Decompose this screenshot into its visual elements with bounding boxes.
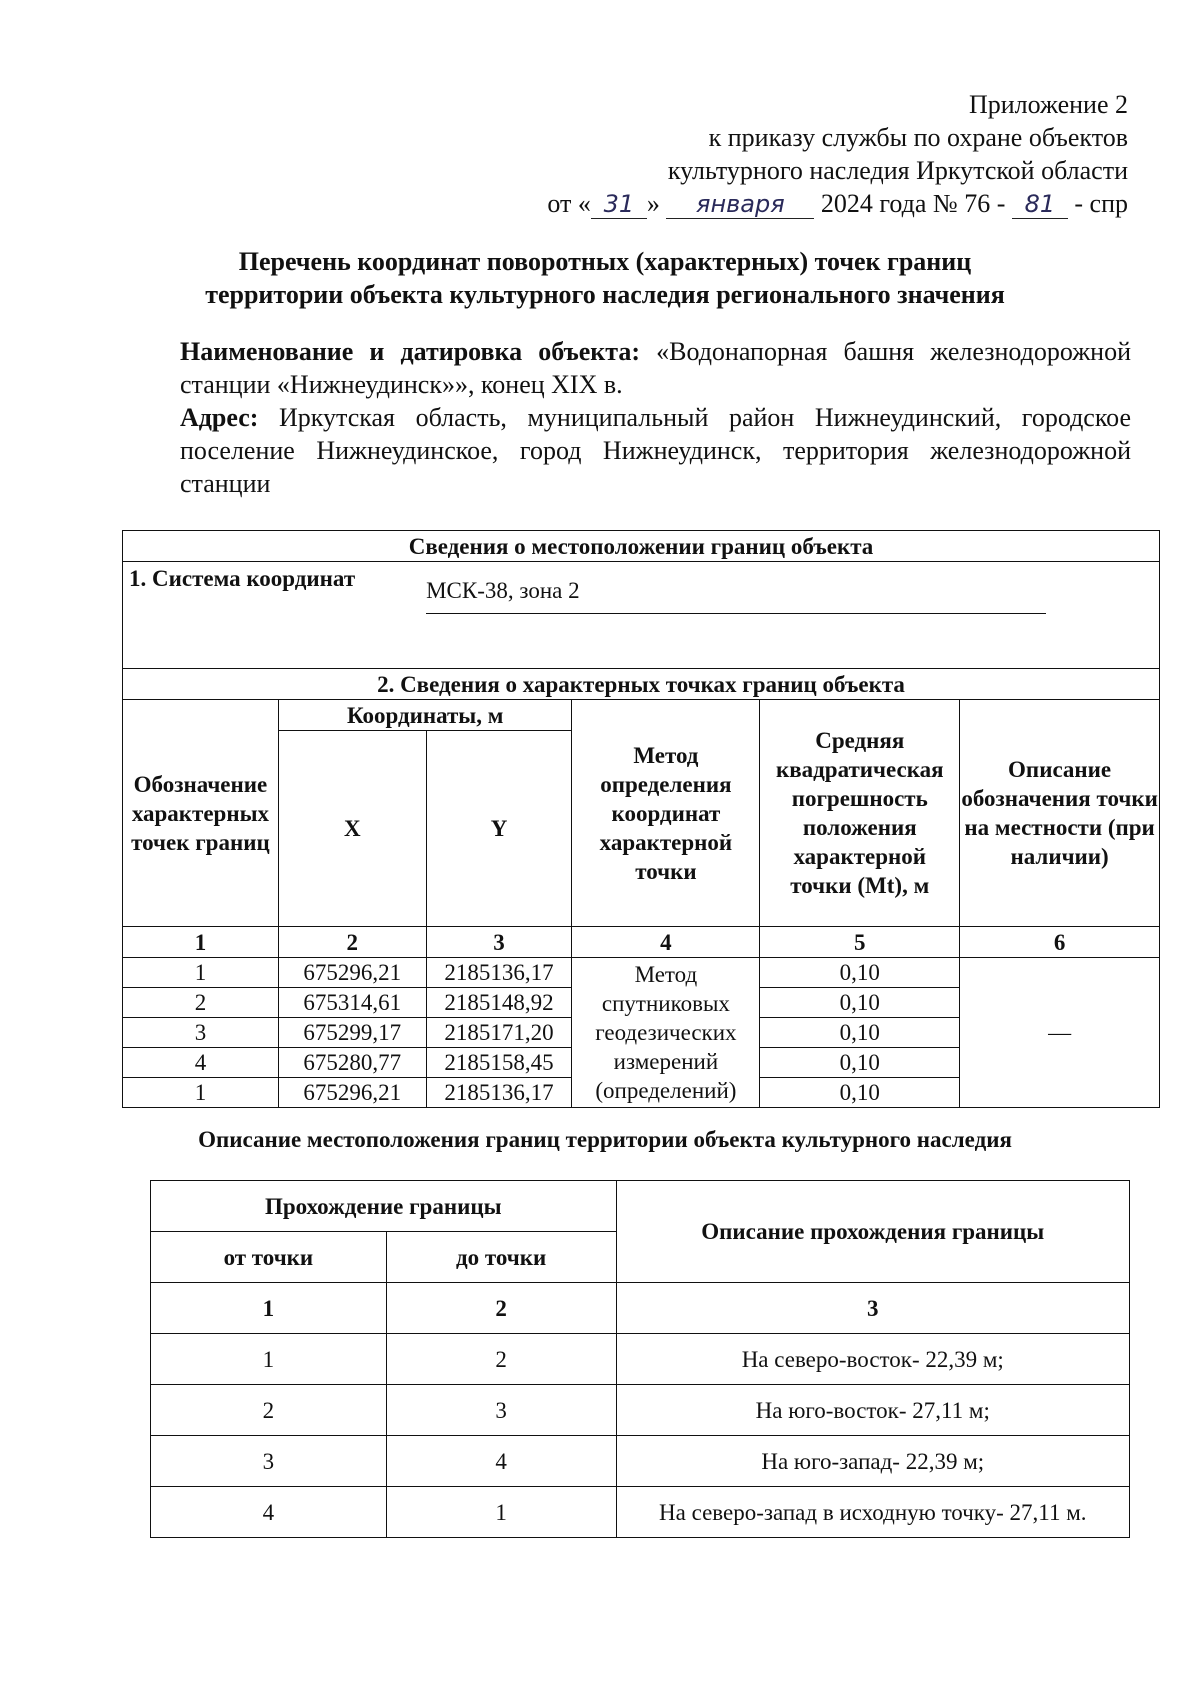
from-cell: 3 <box>151 1436 387 1487</box>
point-cell: 1 <box>123 958 279 988</box>
col-header-method: Метод определения координат характерной точки <box>572 700 760 927</box>
x-cell: 675299,17 <box>278 1018 426 1048</box>
order-number-handwritten: 81 <box>1012 190 1068 219</box>
error-cell: 0,10 <box>760 958 960 988</box>
y-cell: 2185171,20 <box>426 1018 572 1048</box>
table-row <box>151 1436 1130 1487</box>
table-row <box>151 1334 1130 1385</box>
col-number: 4 <box>572 927 760 958</box>
table-row <box>123 958 1160 988</box>
description-cell: — <box>960 958 1160 1108</box>
col-number: 3 <box>616 1283 1129 1334</box>
col-header-passage: Прохождение границы <box>151 1181 617 1232</box>
error-cell: 0,10 <box>760 1078 960 1108</box>
coordinate-system-cell <box>426 562 1159 669</box>
col-header-passage-description: Описание прохождения границы <box>616 1181 1129 1283</box>
date-mid: » <box>646 189 660 218</box>
x-cell: 675296,21 <box>278 1078 426 1108</box>
col-number: 5 <box>760 927 960 958</box>
point-cell: 4 <box>123 1048 279 1078</box>
col-header-coords: Координаты, м <box>278 700 572 731</box>
date-month-handwritten: января <box>666 190 814 219</box>
table-row <box>151 1385 1130 1436</box>
title-line-1: Перечень координат поворотных (характерных) точек границ <box>238 247 972 276</box>
coordinate-system-label: 1. Система координат <box>123 562 427 669</box>
passage-description-cell: На юго-восток- 27,11 м; <box>616 1385 1129 1436</box>
to-cell: 1 <box>386 1487 616 1538</box>
error-cell: 0,10 <box>760 1018 960 1048</box>
object-address-label: Адрес: <box>180 403 259 432</box>
col-number: 6 <box>960 927 1160 958</box>
appendix-order-line: к приказу службы по охране объектов <box>708 123 1128 152</box>
object-name-paragraph <box>180 335 1131 401</box>
method-cell: Метод спутниковых геодезических измерений (определений) <box>572 958 760 1108</box>
col-header-to: до точки <box>386 1232 616 1283</box>
from-cell: 1 <box>151 1334 387 1385</box>
point-cell: 2 <box>123 988 279 1018</box>
to-cell: 4 <box>386 1436 616 1487</box>
error-cell: 0,10 <box>760 988 960 1018</box>
col-header-description: Описание обозначения точки на местности (при наличии) <box>960 700 1160 927</box>
x-cell: 675314,61 <box>278 988 426 1018</box>
date-year: 2024 года № 76 - <box>820 189 1006 218</box>
appendix-title: Приложение 2 <box>968 90 1128 119</box>
section2-header: 2. Сведения о характерных точках границ объекта <box>123 669 1160 700</box>
passage-description-cell: На юго-запад- 22,39 м; <box>616 1436 1129 1487</box>
description-section-title: Описание местоположения границ территории объекта культурного наследия <box>198 1127 1012 1152</box>
point-cell: 3 <box>123 1018 279 1048</box>
passage-description-cell: На северо-восток- 22,39 м; <box>616 1334 1129 1385</box>
point-cell: 1 <box>123 1078 279 1108</box>
col-number: 2 <box>386 1283 616 1334</box>
col-header-x: X <box>278 731 426 927</box>
coordinate-system-value: МСК-38, зона 2 <box>426 576 1046 614</box>
col-header-y: Y <box>426 731 572 927</box>
col-number: 1 <box>151 1283 387 1334</box>
boundary-description-table <box>150 1180 1130 1538</box>
object-info <box>180 335 1131 500</box>
boundary-coordinates-table <box>122 530 1160 1108</box>
y-cell: 2185136,17 <box>426 958 572 988</box>
col-header-error: Средняя квадратическая погрешность положения характерной точки (Mt), м <box>760 700 960 927</box>
object-name-label: Наименование и датировка объекта: <box>180 337 641 366</box>
object-address-value: Иркутская область, муниципальный район Нижнеудинский, городское поселение Нижнеудинское, город Нижнеудинск, территория железнодорожной станции <box>180 403 1132 498</box>
error-cell: 0,10 <box>760 1048 960 1078</box>
y-cell: 2185148,92 <box>426 988 572 1018</box>
x-cell: 675296,21 <box>278 958 426 988</box>
date-day-handwritten: 31 <box>591 190 647 219</box>
y-cell: 2185158,45 <box>426 1048 572 1078</box>
col-header-from: от точки <box>151 1232 387 1283</box>
appendix-date-line <box>547 187 1128 220</box>
appendix-header <box>547 88 1128 220</box>
order-suffix: - спр <box>1074 189 1128 218</box>
from-cell: 2 <box>151 1385 387 1436</box>
to-cell: 2 <box>386 1334 616 1385</box>
to-cell: 3 <box>386 1385 616 1436</box>
col-header-point: Обозначение характерных точек границ <box>123 700 279 927</box>
title-line-2: территории объекта культурного наследия регионального значения <box>205 280 1005 309</box>
x-cell: 675280,77 <box>278 1048 426 1078</box>
from-cell: 4 <box>151 1487 387 1538</box>
object-address-paragraph <box>180 401 1131 500</box>
table-header: Сведения о местоположении границ объекта <box>123 531 1160 562</box>
date-prefix: от « <box>547 189 591 218</box>
passage-description-cell: На северо-запад в исходную точку- 27,11 м. <box>616 1487 1129 1538</box>
table-row <box>151 1487 1130 1538</box>
col-number: 1 <box>123 927 279 958</box>
object-name-value: «Водонапорная башня железнодорожной станции «Нижнеудинск»», конец XIX в. <box>180 337 1131 399</box>
col-number: 2 <box>278 927 426 958</box>
document-title <box>120 245 1090 311</box>
appendix-agency-line: культурного наследия Иркутской области <box>667 156 1128 185</box>
y-cell: 2185136,17 <box>426 1078 572 1108</box>
col-number: 3 <box>426 927 572 958</box>
